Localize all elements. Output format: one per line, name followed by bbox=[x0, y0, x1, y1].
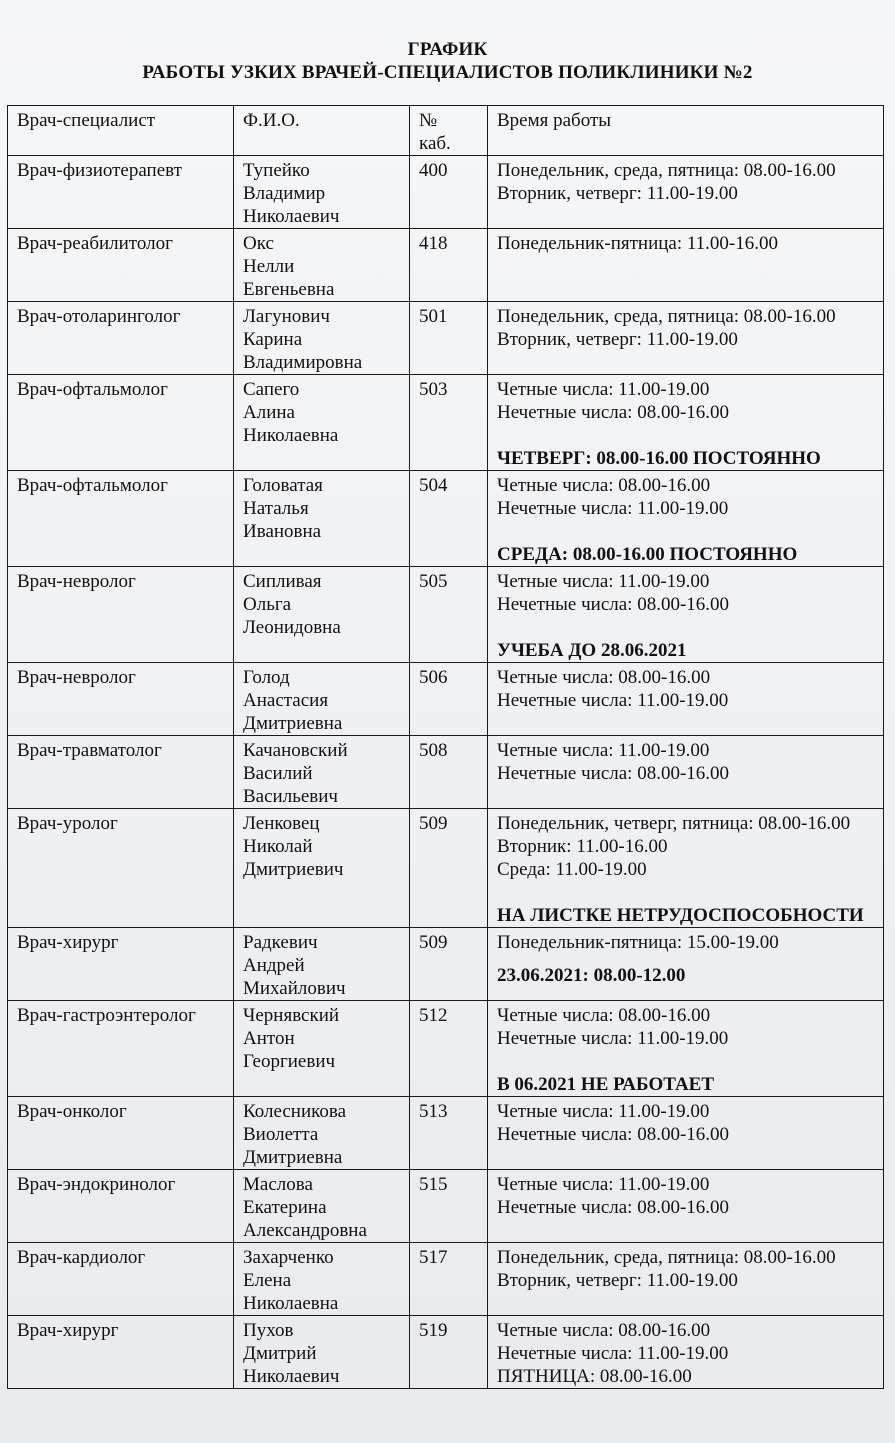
specialist-cell: Врач-хирург bbox=[8, 928, 234, 1001]
fio-line: Антон bbox=[243, 1028, 295, 1049]
room-cell: 506 bbox=[410, 663, 488, 736]
fio-line: Михайлович bbox=[243, 978, 346, 999]
specialist-cell: Врач-травматолог bbox=[8, 736, 234, 809]
fio-line: Елена bbox=[243, 1270, 292, 1291]
schedule-line: Четные числа: 08.00-16.00 bbox=[497, 1320, 711, 1341]
fio-line: Лагунович bbox=[243, 306, 330, 327]
fio-cell bbox=[234, 1001, 410, 1097]
header-room bbox=[410, 106, 488, 156]
specialist-cell: Врач-офтальмолог bbox=[8, 375, 234, 471]
room-cell: 501 bbox=[410, 302, 488, 375]
schedule-line: Понедельник, среда, пятница: 08.00-16.00 bbox=[497, 1247, 836, 1268]
fio-cell bbox=[234, 1170, 410, 1243]
table-row bbox=[8, 928, 884, 1001]
schedule-line: Четные числа: 11.00-19.00 bbox=[497, 1174, 710, 1195]
specialist-cell: Врач-уролог bbox=[8, 809, 234, 928]
table-row bbox=[8, 1170, 884, 1243]
room-cell: 515 bbox=[410, 1170, 488, 1243]
schedule-note: УЧЕБА ДО 28.06.2021 bbox=[497, 640, 687, 661]
schedule-note: В 06.2021 НЕ РАБОТАЕТ bbox=[497, 1074, 715, 1095]
fio-line: Николаевна bbox=[243, 1293, 339, 1314]
schedule-line: Четные числа: 11.00-19.00 bbox=[497, 571, 710, 592]
schedule-line: Вторник: 11.00-16.00 bbox=[497, 836, 668, 857]
table-row bbox=[8, 229, 884, 302]
room-cell: 513 bbox=[410, 1097, 488, 1170]
fio-line: Головатая bbox=[243, 475, 323, 496]
hours-cell bbox=[488, 663, 884, 736]
fio-line: Карина bbox=[243, 329, 303, 350]
specialist-cell: Врач-невролог bbox=[8, 663, 234, 736]
table-row bbox=[8, 302, 884, 375]
schedule-line: Четные числа: 08.00-16.00 bbox=[497, 1005, 711, 1026]
specialist-cell: Врач-отоларинголог bbox=[8, 302, 234, 375]
specialist-cell: Врач-эндокринолог bbox=[8, 1170, 234, 1243]
fio-line: Тупейко bbox=[243, 160, 310, 181]
hours-cell bbox=[488, 229, 884, 302]
header-specialist: Врач-специалист bbox=[8, 106, 234, 156]
fio-cell bbox=[234, 1097, 410, 1170]
fio-line: Андрей bbox=[243, 955, 305, 976]
fio-line: Александровна bbox=[243, 1220, 367, 1241]
fio-line: Окс bbox=[243, 233, 274, 254]
hours-cell bbox=[488, 302, 884, 375]
schedule-line: Четные числа: 08.00-16.00 bbox=[497, 667, 711, 688]
schedule-line: Нечетные числа: 08.00-16.00 bbox=[497, 594, 730, 615]
schedule-table bbox=[7, 105, 884, 1389]
room-cell: 519 bbox=[410, 1316, 488, 1389]
room-cell: 509 bbox=[410, 809, 488, 928]
fio-cell bbox=[234, 302, 410, 375]
fio-cell bbox=[234, 156, 410, 229]
hours-cell bbox=[488, 1316, 884, 1389]
table-row bbox=[8, 375, 884, 471]
hours-cell bbox=[488, 1170, 884, 1243]
hours-cell bbox=[488, 375, 884, 471]
fio-line: Виолетта bbox=[243, 1124, 319, 1145]
specialist-cell: Врач-онколог bbox=[8, 1097, 234, 1170]
specialist-cell: Врач-хирург bbox=[8, 1316, 234, 1389]
room-cell: 400 bbox=[410, 156, 488, 229]
fio-line: Алина bbox=[243, 402, 295, 423]
fio-line: Дмитрий bbox=[243, 1343, 317, 1364]
fio-cell bbox=[234, 567, 410, 663]
room-cell: 517 bbox=[410, 1243, 488, 1316]
room-cell: 503 bbox=[410, 375, 488, 471]
fio-line: Дмитриевна bbox=[243, 713, 343, 734]
fio-line: Николаевна bbox=[243, 425, 339, 446]
header-room-line-2: каб. bbox=[419, 133, 451, 154]
fio-line: Владимир bbox=[243, 183, 326, 204]
schedule-note: 23.06.2021: 08.00-12.00 bbox=[497, 965, 686, 986]
schedule-line: Понедельник, среда, пятница: 08.00-16.00 bbox=[497, 306, 836, 327]
schedule-note: ЧЕТВЕРГ: 08.00-16.00 ПОСТОЯННО bbox=[497, 448, 821, 469]
fio-line: Николай bbox=[243, 836, 313, 857]
fio-line: Нелли bbox=[243, 256, 295, 277]
room-cell: 509 bbox=[410, 928, 488, 1001]
document-title bbox=[0, 38, 895, 84]
schedule-line: Понедельник, четверг, пятница: 08.00-16.00 bbox=[497, 813, 851, 834]
fio-cell bbox=[234, 229, 410, 302]
room-cell: 505 bbox=[410, 567, 488, 663]
schedule-line: Среда: 11.00-19.00 bbox=[497, 859, 647, 880]
hours-cell bbox=[488, 736, 884, 809]
title-line-1: ГРАФИК bbox=[407, 39, 488, 60]
schedule-line: Нечетные числа: 11.00-19.00 bbox=[497, 690, 729, 711]
hours-cell bbox=[488, 567, 884, 663]
hours-cell bbox=[488, 471, 884, 567]
specialist-cell: Врач-невролог bbox=[8, 567, 234, 663]
fio-line: Колесникова bbox=[243, 1101, 347, 1122]
fio-line: Владимировна bbox=[243, 352, 363, 373]
fio-cell bbox=[234, 375, 410, 471]
fio-line: Сапего bbox=[243, 379, 300, 400]
fio-cell bbox=[234, 1243, 410, 1316]
hours-cell bbox=[488, 1243, 884, 1316]
schedule-line: Четные числа: 11.00-19.00 bbox=[497, 740, 710, 761]
schedule-line: Понедельник, среда, пятница: 08.00-16.00 bbox=[497, 160, 836, 181]
schedule-line: Вторник, четверг: 11.00-19.00 bbox=[497, 329, 738, 350]
schedule-line: Нечетные числа: 08.00-16.00 bbox=[497, 1197, 730, 1218]
fio-cell bbox=[234, 736, 410, 809]
fio-line: Николаевич bbox=[243, 1366, 340, 1387]
schedule-line: Нечетные числа: 08.00-16.00 bbox=[497, 763, 730, 784]
table-row bbox=[8, 663, 884, 736]
schedule-line: Вторник, четверг: 11.00-19.00 bbox=[497, 183, 738, 204]
hours-cell bbox=[488, 1001, 884, 1097]
fio-line: Голод bbox=[243, 667, 290, 688]
fio-line: Леонидовна bbox=[243, 617, 341, 638]
header-room-line-1: № bbox=[419, 110, 438, 131]
fio-line: Евгеньевна bbox=[243, 279, 335, 300]
fio-line: Анастасия bbox=[243, 690, 329, 711]
hours-cell bbox=[488, 809, 884, 928]
room-cell: 504 bbox=[410, 471, 488, 567]
fio-line: Николаевич bbox=[243, 206, 340, 227]
hours-cell bbox=[488, 928, 884, 1001]
room-cell: 418 bbox=[410, 229, 488, 302]
schedule-line: Четные числа: 11.00-19.00 bbox=[497, 1101, 710, 1122]
schedule-line: Четные числа: 11.00-19.00 bbox=[497, 379, 710, 400]
header-hours: Время работы bbox=[488, 106, 884, 156]
fio-line: Сипливая bbox=[243, 571, 322, 592]
schedule-line: Нечетные числа: 08.00-16.00 bbox=[497, 402, 730, 423]
table-row bbox=[8, 1001, 884, 1097]
fio-line: Васильевич bbox=[243, 786, 338, 807]
fio-line: Качановский bbox=[243, 740, 348, 761]
schedule-line: Нечетные числа: 11.00-19.00 bbox=[497, 1028, 729, 1049]
fio-line: Екатерина bbox=[243, 1197, 327, 1218]
schedule-line: Нечетные числа: 11.00-19.00 bbox=[497, 498, 729, 519]
schedule-note: СРЕДА: 08.00-16.00 ПОСТОЯННО bbox=[497, 544, 798, 565]
hours-cell bbox=[488, 156, 884, 229]
room-cell: 508 bbox=[410, 736, 488, 809]
schedule-line: ПЯТНИЦА: 08.00-16.00 bbox=[497, 1366, 692, 1387]
schedule-line: Нечетные числа: 11.00-19.00 bbox=[497, 1343, 729, 1364]
fio-line: Чернявский bbox=[243, 1005, 340, 1026]
title-line-2: РАБОТЫ УЗКИХ ВРАЧЕЙ-СПЕЦИАЛИСТОВ ПОЛИКЛИНИКИ №2 bbox=[142, 62, 753, 83]
specialist-cell: Врач-гастроэнтеролог bbox=[8, 1001, 234, 1097]
fio-line: Пухов bbox=[243, 1320, 294, 1341]
table-row bbox=[8, 156, 884, 229]
fio-line: Георгиевич bbox=[243, 1051, 336, 1072]
fio-line: Радкевич bbox=[243, 932, 318, 953]
schedule-note: НА ЛИСТКЕ НЕТРУДОСПОСОБНОСТИ bbox=[497, 905, 864, 926]
table-row bbox=[8, 736, 884, 809]
schedule-line: Понедельник-пятница: 15.00-19.00 bbox=[497, 932, 779, 953]
table-row bbox=[8, 1243, 884, 1316]
fio-line: Ленковец bbox=[243, 813, 320, 834]
specialist-cell: Врач-реабилитолог bbox=[8, 229, 234, 302]
schedule-line: Четные числа: 08.00-16.00 bbox=[497, 475, 711, 496]
table-row bbox=[8, 1316, 884, 1389]
fio-cell bbox=[234, 1316, 410, 1389]
fio-cell bbox=[234, 928, 410, 1001]
hours-cell bbox=[488, 1097, 884, 1170]
fio-line: Ольга bbox=[243, 594, 292, 615]
table-row bbox=[8, 471, 884, 567]
fio-line: Наталья bbox=[243, 498, 309, 519]
fio-cell bbox=[234, 663, 410, 736]
fio-line: Дмитриевна bbox=[243, 1147, 343, 1168]
header-fio: Ф.И.О. bbox=[234, 106, 410, 156]
specialist-cell: Врач-кардиолог bbox=[8, 1243, 234, 1316]
table-row bbox=[8, 567, 884, 663]
table-body bbox=[8, 156, 884, 1389]
schedule-line: Вторник, четверг: 11.00-19.00 bbox=[497, 1270, 738, 1291]
table-header-row bbox=[8, 106, 884, 156]
schedule-line: Понедельник-пятница: 11.00-16.00 bbox=[497, 233, 779, 254]
table-row bbox=[8, 809, 884, 928]
fio-cell bbox=[234, 809, 410, 928]
specialist-cell: Врач-физиотерапевт bbox=[8, 156, 234, 229]
room-cell: 512 bbox=[410, 1001, 488, 1097]
fio-cell bbox=[234, 471, 410, 567]
fio-line: Дмитриевич bbox=[243, 859, 344, 880]
table-row bbox=[8, 1097, 884, 1170]
specialist-cell: Врач-офтальмолог bbox=[8, 471, 234, 567]
fio-line: Захарченко bbox=[243, 1247, 334, 1268]
schedule-line: Нечетные числа: 08.00-16.00 bbox=[497, 1124, 730, 1145]
fio-line: Василий bbox=[243, 763, 313, 784]
fio-line: Маслова bbox=[243, 1174, 313, 1195]
fio-line: Ивановна bbox=[243, 521, 322, 542]
